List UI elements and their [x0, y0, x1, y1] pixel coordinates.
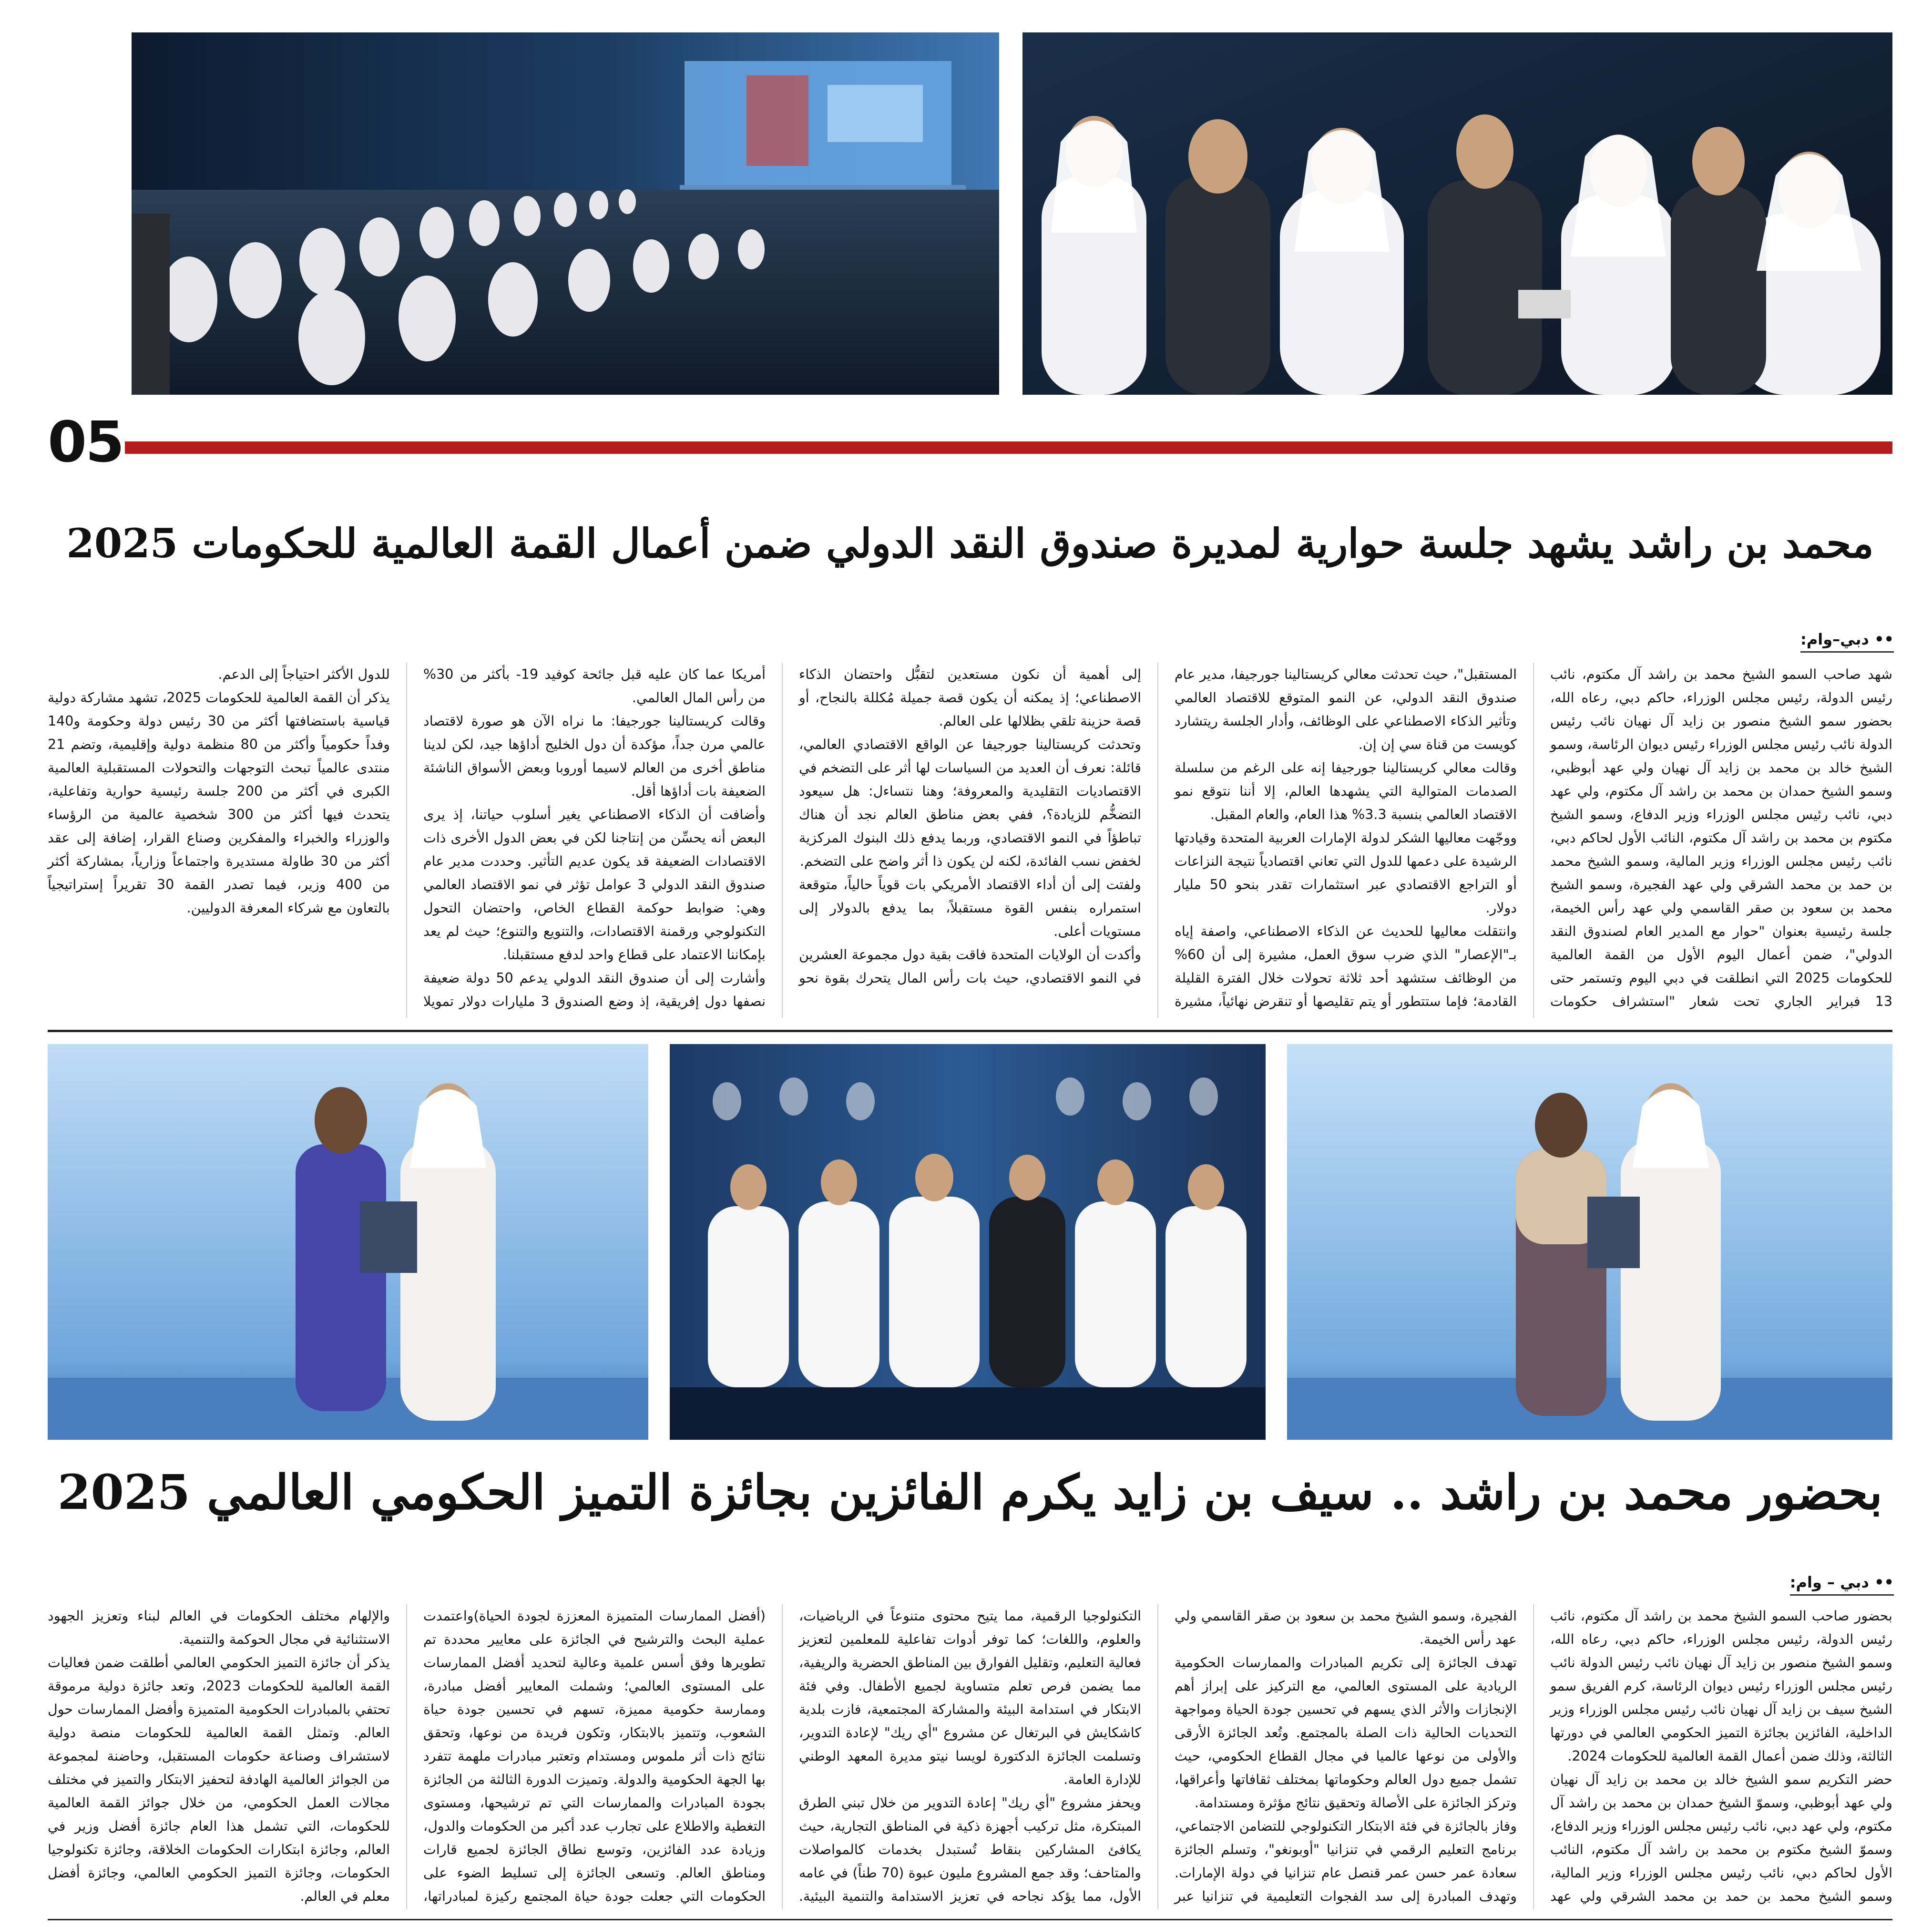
article1-paragraph: وأكدت أن الولايات المتحدة فاقت بقية دول مجموعة العشرين في النمو الاقتصادي، حيث بات رأس المال يتحرك بقوة نحو أمريكا عما كان عليه قبل جائحة كوفيد 19- بأكثر من 30% من رأس المال العالمي. [423, 666, 1141, 986]
article1-dateline: •• دبي–وام: [1800, 630, 1894, 653]
page-number: 05 [48, 409, 123, 475]
award-presentation-photo-2 [1287, 1044, 1892, 1440]
article2-dateline: •• دبي – وام: [1790, 1573, 1894, 1596]
article1-paragraph: وقالت معالي كريستالينا جورجيفا إنه على الرغم من سلسلة الصدمات المتوالية التي يشهدها العالم، إلا أننا نتوقع نمو الاقتصاد العالمي بنسبة 3.3% هذا العام، والعام المقبل. [1175, 760, 1517, 822]
article2-body [48, 1604, 1892, 1909]
article2-paragraph: وفاز بالجائزة في فئة الابتكار التكنولوجي للتضامن الاجتماعي، برنامج التعليم الرقمي في تنزانيا "أوبونغو"، وتسلم الجائزة سعادة عمر حسن عمر قنصل عام تنزانيا في دولة الإمارات. وتهدف المبادرة إلى سد الفجوات التعليمية في تنزانيا عبر التكنولوجيا الرقمية، مما يتيح محتوى متنوعاً في الرياضيات، والعلوم، واللغات؛ كما توفر أدوات تفاعلية للمعلمين لتعزيز فعالية التعليم، وتقليل الفوارق بين المناطق الحضرية والريفية، مما يضمن فرص تعلم متساوية لجميع الأطفال. وفي فئة الابتكار في استدامة البيئة والمشاركة المجتمعية، فازت بلدية كاشكايش في البرتغال عن مشروع "أي ريك" لإعادة التدوير، وتسلمت الجائزة الدكتورة لويسا نيتو مديرة المعهد الوطني للإدارة العامة. [799, 1608, 1517, 1904]
article1-headline: محمد بن راشد يشهد جلسة حوارية لمديرة صندوق النقد الدولي ضمن أعمال القمة العالمية للحكومات 2025 [66, 520, 1874, 567]
article1-paragraph: وانتقلت معاليها للحديث عن الذكاء الاصطناعي، واصفة إياه بـ"الإعصار" الذي ضرب سوق العمل، مشيرة إلى أن 60% من الوظائف ستشهد أحد ثلاثة تحولات خلال الفترة القليلة القادمة؛ فإما ستتطور أو يتم تقليصها أو تنقرض نهائياً، مشيرة إلى أهمية أن نكون مستعدين لتقبُّل واحتضان الذكاء الاصطناعي؛ إذ يمكنه أن يكون قصة جميلة مُكللة بالنجاح، أو قصة حزينة تلقي بظلالها على العالم. [799, 666, 1517, 1009]
article1-paragraph: يذكر أن القمة العالمية للحكومات 2025، تشهد مشاركة دولية قياسية باستضافتها أكثر من 30 رئيس دولة وحكومة و140 وفداً حكومياً وأكثر من 80 منظمة دولية وإقليمية، وتضم 21 منتدى عالمياً تبحث التوجهات والتحولات المستقبلية العالمية الكبرى في أكثر من 200 جلسة رئيسية حوارية وتفاعلية، يتحدث فيها أكثر من 300 شخصية عالمية من الرؤساء والوزراء والخبراء والمفكرين وصناع القرار، إضافة إلى عقد أكثر من 30 طاولة مستديرة واجتماعاً وزارياً، بمشاركة أكثر من 400 وزير، فيما تصدر القمة 30 تقريراً إستراتيجياً بالتعاون مع شركاء المعرفة الدوليين. [48, 690, 390, 916]
article1-paragraph: شهد صاحب السمو الشيخ محمد بن راشد آل مكتوم، نائب رئيس الدولة، رئيس مجلس الوزراء، حاكم دبي، رعاه الله، بحضور سمو الشيخ منصور بن زايد آل نهيان نائب رئيس الدولة نائب رئيس مجلس الوزراء رئيس ديوان الرئاسة، وسمو الشيخ خالد بن محمد بن زايد آل نهيان ولي عهد أبوظبي، وسمو الشيخ حمدان بن محمد بن راشد آل مكتوم، ولي عهد دبي، نائب رئيس مجلس الوزراء وزير الدفاع، وسمو الشيخ مكتوم بن محمد بن راشد آل مكتوم، النائب الأول لحاكم دبي، نائب رئيس مجلس الوزراء وزير المالية، وسمو الشيخ محمد بن حمد بن محمد الشرقي ولي عهد الفجيرة، وسمو الشيخ محمد بن سعود بن صقر القاسمي ولي عهد رأس الخيمة، جلسة رئيسية بعنوان "حوار مع المدير العام لصندوق النقد الدولي"، ضمن أعمال اليوم الأول من القمة العالمية للحكومات 2025 التي انطلقت في دبي اليوم وتستمر حتى 13 فبراير الجاري تحت شعار "استشراف حكومات المستقبل"، حيث تحدثت معالي كريستالينا جورجيفا، مدير عام صندوق النقد الدولي، عن النمو المتوقع للاقتصاد العالمي وتأثير الذكاء الاصطناعي على الوظائف، وأدار الجلسة ريتشارد كويست من قناة سي إن إن. [1175, 666, 1892, 1009]
article2-paragraph: يذكر أن جائزة التميز الحكومي العالمي أطلقت ضمن فعاليات القمة العالمية للحكومات 2023، وتعد جائزة دولية مرموقة تحتفي بالمبادرات الحكومية المتميزة وأفضل الممارسات حول العالم. وتمثل القمة العالمية للحكومات منصة دولية لاستشراف وصناعة حكومات المستقبل، وحاضنة لمجموعة من الجوائز العالمية الهادفة لتحفيز الابتكار والتميز في مختلف مجالات العمل الحكومي، من خلال جوائز القمة العالمية للحكومات، التي تشمل هذا العام جائزة أفضل وزير في العالم، وجائزة ابتكارات الحكومات الخلاقة، وجائزة تكنولوجيا الحكومات، وجائزة التميز الحكومي العالمي، وجائزة أفضل معلم في العالم. [48, 1655, 390, 1904]
award-presentation-photo-1 [48, 1044, 648, 1440]
section-divider [125, 441, 1892, 454]
page-bottom-rule [48, 1919, 1892, 1920]
conference-hall-photo [132, 32, 999, 395]
article1-paragraph: ولفتت إلى أن أداء الاقتصاد الأمريكي بات قوياً حالياً، متوقعة استمراره بنفس القوة مستقبلاً، بما يدفع بالدولار إلى مستويات أعلى. [799, 877, 1141, 939]
article1-body [48, 663, 1892, 1018]
article2-paragraph: تهدف الجائزة إلى تكريم المبادرات والممارسات الحكومية الريادية على المستوى العالمي، مع التركيز على إبراز أهم الإنجازات والأثر الذي يسهم في تحسين جودة الحياة ومواجهة التحديات الحالية ذات الصلة بالمجتمع. وتُعد الجائزة الأرقى والأولى من نوعها عالميا في مجال القطاع الحكومي، حيث تشمل جميع دول العالم وحكوماتها بمختلف ثقافاتها وأعراقها، وتركز الجائزة على الأصالة وتحقيق نتائج مؤثرة ومستدامة. [1175, 1655, 1517, 1811]
front-row-dignitaries-photo [1022, 32, 1892, 395]
article-separator [48, 1030, 1892, 1032]
article1-paragraph: وتحدثت كريستالينا جورجيفا عن الواقع الاقتصادي العالمي، قائلة: نعرف أن العديد من السياسات لها أثر على التضخم في الاقتصاديات التقليدية والمعروفة؛ وهنا نتساءل: هل سيعود التضخُّم للزيادة؟، ففي بعض مناطق العالم نجد أن هناك تباطؤاً في النمو الاقتصادي، وربما يدفع ذلك البنوك المركزية لخفض نسب الفائدة، لكنه لن يكون ذا أثر واضح على التضخم. [799, 737, 1141, 869]
article2-paragraph: بحضور صاحب السمو الشيخ محمد بن راشد آل مكتوم، نائب رئيس الدولة، رئيس مجلس الوزراء، حاكم دبي، رعاه الله، وسمو الشيخ منصور بن زايد آل نهيان نائب رئيس الدولة نائب رئيس مجلس الوزراء رئيس ديوان الرئاسة، كرم الفريق سمو الشيخ سيف بن زايد آل نهيان نائب رئيس مجلس الوزراء وزير الداخلية، الفائزين بجائزة التميز الحكومي العالمي في دورتها الثالثة، وذلك ضمن أعمال القمة العالمية للحكومات 2024. [1550, 1608, 1892, 1764]
audience-front-row-photo [670, 1044, 1266, 1440]
article1-paragraph: ووجّهت معاليها الشكر لدولة الإمارات العربية المتحدة وقيادتها الرشيدة على دعمها للدول التي تعاني اقتصادياً نتيجة النزاعات أو التراجع الاقتصادي عبر استثمارات تقدر بنحو 50 مليار دولار. [1175, 830, 1517, 916]
article2-headline: بحضور محمد بن راشد .. سيف بن زايد يكرم الفائزين بجائزة التميز الحكومي العالمي 2025 [57, 1464, 1883, 1520]
article1-paragraph: وأضافت أن الذكاء الاصطناعي يغير أسلوب حياتنا، إذ يرى البعض أنه يحسِّن من إنتاجنا لكن في بعض الدول الأخرى ذات الاقتصادات الضعيفة قد يكون عديم التأثير. وحددت مدير عام صندوق النقد الدولي 3 عوامل تؤثر في نمو الاقتصاد العالمي وهي: ضوابط حوكمة القطاع الخاص، واحتضان التحول التكنولوجي ورقمنة الاقتصادات، والتنويع والتنوع؛ حيث لم يعد بإمكاننا الاعتماد على قطاع واحد لدفع مستقبلنا. [423, 807, 766, 963]
article2-paragraph: ويحفز مشروع "أي ريك" إعادة التدوير من خلال تبني الطرق المبتكرة، مثل تركيب أجهزة ذكية في المناطق التجارية، حيث يكافئ المشاركين بنقاط تُستبدل بخدمات كالمواصلات والمتاحف؛ وقد جمع المشروع مليون عبوة (70 طناً) في عامه الأول، مما يؤكد نجاحه في تعزيز الاستدامة والتنمية البيئية. (أفضل الممارسات المتميزة المعززة لجودة الحياة)واعتمدت عملية البحث والترشيح في الجائزة على معايير محددة تم تطويرها وفق أسس علمية وعالية لتحديد أفضل الممارسات على المستوى العالمي؛ وشملت المعايير أفضل مبادرة، وممارسة حكومية مميزة، تسهم في تحسين جودة حياة الشعوب، وتتميز بالابتكار، وتكون فريدة من نوعها، وتحقق نتائج ذات أثر ملموس ومستدام وتعتبر مبادرات ملهمة تتفرد بها الجهة الحكومية والدولة. وتميزت الدورة الثالثة من الجائزة بجودة المبادرات والممارسات التي تم ترشيحها، ومستوى التغطية والاطلاع على تجارب عدد أكبر من الحكومات والدول، وزيادة عدد الفائزين، وتوسع نطاق الجائزة لجميع قارات ومناطق العالم. وتسعى الجائزة إلى تسليط الضوء على الحكومات التي جعلت جودة حياة المجتمع ركيزة لمبادراتها، والإلهام مختلف الحكومات في العالم لبناء وتعزيز الجهود الاستثنائية في مجال الحوكمة والتنمية. [48, 1608, 1141, 1904]
article1-paragraph: وقالت كريستالينا جورجيفا: ما نراه الآن هو صورة لاقتصاد عالمي مرن جداً، مؤكدة أن دول الخليج أداؤها جيد، لكن لدينا مناطق أخرى من العالم لاسيما أوروبا وبعض الأسواق الناشئة الضعيفة بات أداؤها أقل. [423, 713, 766, 799]
article2-paragraph: حضر التكريم سمو الشيخ خالد بن محمد بن زايد آل نهيان ولي عهد أبوظبي، وسموّ الشيخ حمدان بن محمد بن راشد آل مكتوم، ولي عهد دبي، نائب رئيس مجلس الوزراء وزير الدفاع، وسموّ الشيخ مكتوم بن محمد بن راشد آل مكتوم، النائب الأول لحاكم دبي، نائب رئيس مجلس الوزراء وزير المالية، وسمو الشيخ محمد بن حمد بن محمد الشرقي ولي عهد الفجيرة، وسمو الشيخ محمد بن سعود بن صقر القاسمي ولي عهد رأس الخيمة. [1175, 1608, 1892, 1904]
article1-paragraph: وأشارت إلى أن صندوق النقد الدولي يدعم 50 دولة ضعيفة نصفها دول إفريقية، إذ وضع الصندوق 3 مليارات دولار تمويلا للدول الأكثر احتياجاً إلى الدعم. [218, 666, 766, 1009]
